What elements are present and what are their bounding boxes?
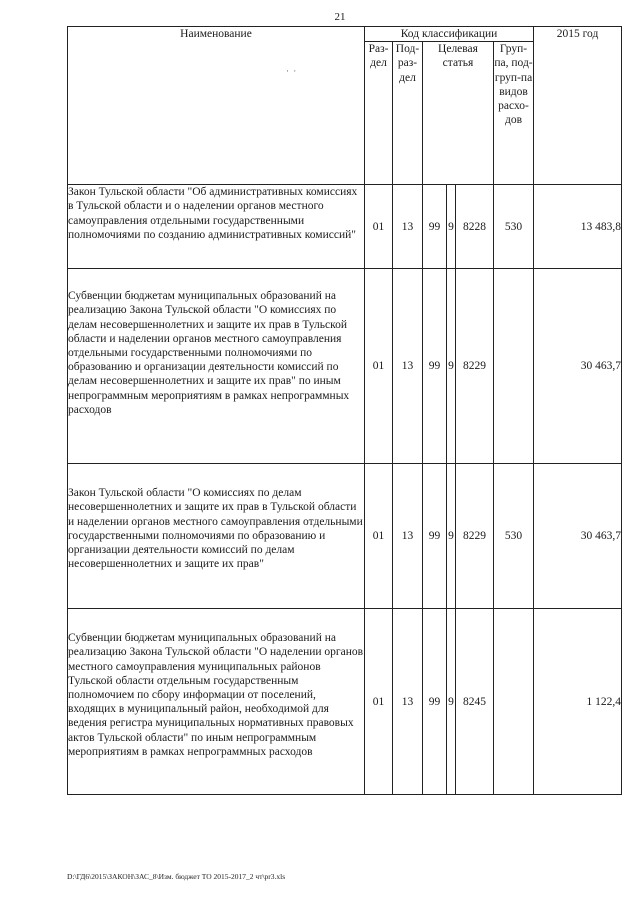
row-name: Субвенции бюджетам муниципальных образований на реализацию Закона Тульской области "О наделении органов местного самоуправления муниципальных районов Тульской области отдельным государственным полномочием по сбору информации от поселений, входящих в муниципальный район, необходимой для ведения регистра муниципальных нормативных правовых актов Тульской области" по иным непрограммным мероприятиям в рамках непрограммных расходов <box>68 609 365 795</box>
row-vid <box>494 269 534 464</box>
file-path-footer: D:\ГД6\2015\ЗАКОН\ЗАС_8\Изм. бюджет ТО 2015-2017_2 чт\pr3.xls <box>67 872 286 881</box>
row-amount: 1 122,4 <box>534 609 622 795</box>
table-row <box>68 464 622 609</box>
row-razdel: 01 <box>365 609 393 795</box>
row-podrazdel: 13 <box>393 185 423 269</box>
row-amount: 30 463,7 <box>534 269 622 464</box>
row-cs-program: 99 <box>423 185 447 269</box>
row-podrazdel: 13 <box>393 269 423 464</box>
row-name: Закон Тульской области "О комиссиях по делам несовершеннолетних и защите их прав в Тульской области и наделении органов местного самоуправления отдельными государственными полномочиями по образованию и организации деятельности комиссий по делам несовершеннолетних и защите их прав" <box>68 464 365 609</box>
row-name: Закон Тульской области "Об административных комиссиях в Тульской области и о наделении органов местного самоуправления отдельными государственными полномочиями по созданию административных комиссий" <box>68 185 365 269</box>
row-cs-sub: 9 <box>447 464 456 609</box>
row-vid <box>494 609 534 795</box>
row-razdel: 01 <box>365 269 393 464</box>
scan-mark: · · <box>286 66 298 76</box>
row-cs-sub: 9 <box>447 269 456 464</box>
row-razdel: 01 <box>365 185 393 269</box>
row-cs-program: 99 <box>423 269 447 464</box>
header-gruppa-vidov: Груп-па, под-груп-па видов расхо-дов <box>494 42 534 185</box>
header-year: 2015 год <box>534 27 622 185</box>
table-row <box>68 185 622 269</box>
row-cs-code: 8245 <box>456 609 494 795</box>
header-classification: Код классификации <box>365 27 534 42</box>
page-number: 21 <box>334 11 346 23</box>
row-podrazdel: 13 <box>393 464 423 609</box>
table-row <box>68 609 622 795</box>
table-row <box>68 269 622 464</box>
row-name: Субвенции бюджетам муниципальных образований на реализацию Закона Тульской области "О комиссиях по делам несовершеннолетних и защите их прав в Тульской области и наделении органов местного самоуправления отдельными государственными полномочиями по образованию и организации деятельности комиссий по делам несовершеннолетних и защите их прав" по иным непрограммным мероприятиям в рамках непрограммных расходов <box>68 269 365 464</box>
header-celevaya-statya: Целевая статья <box>423 42 494 185</box>
row-cs-code: 8229 <box>456 269 494 464</box>
header-name: Наименование <box>68 27 365 185</box>
row-cs-program: 99 <box>423 464 447 609</box>
row-vid: 530 <box>494 185 534 269</box>
row-amount: 13 483,8 <box>534 185 622 269</box>
header-podrazdel: Под-раз-дел <box>393 42 423 185</box>
header-row-1 <box>68 27 622 42</box>
row-cs-program: 99 <box>423 609 447 795</box>
row-cs-sub: 9 <box>447 609 456 795</box>
row-razdel: 01 <box>365 464 393 609</box>
row-cs-sub: 9 <box>447 185 456 269</box>
row-amount: 30 463,7 <box>534 464 622 609</box>
row-cs-code: 8228 <box>456 185 494 269</box>
budget-table <box>67 26 622 795</box>
header-razdel: Раз-дел <box>365 42 393 185</box>
row-vid: 530 <box>494 464 534 609</box>
row-cs-code: 8229 <box>456 464 494 609</box>
row-podrazdel: 13 <box>393 609 423 795</box>
